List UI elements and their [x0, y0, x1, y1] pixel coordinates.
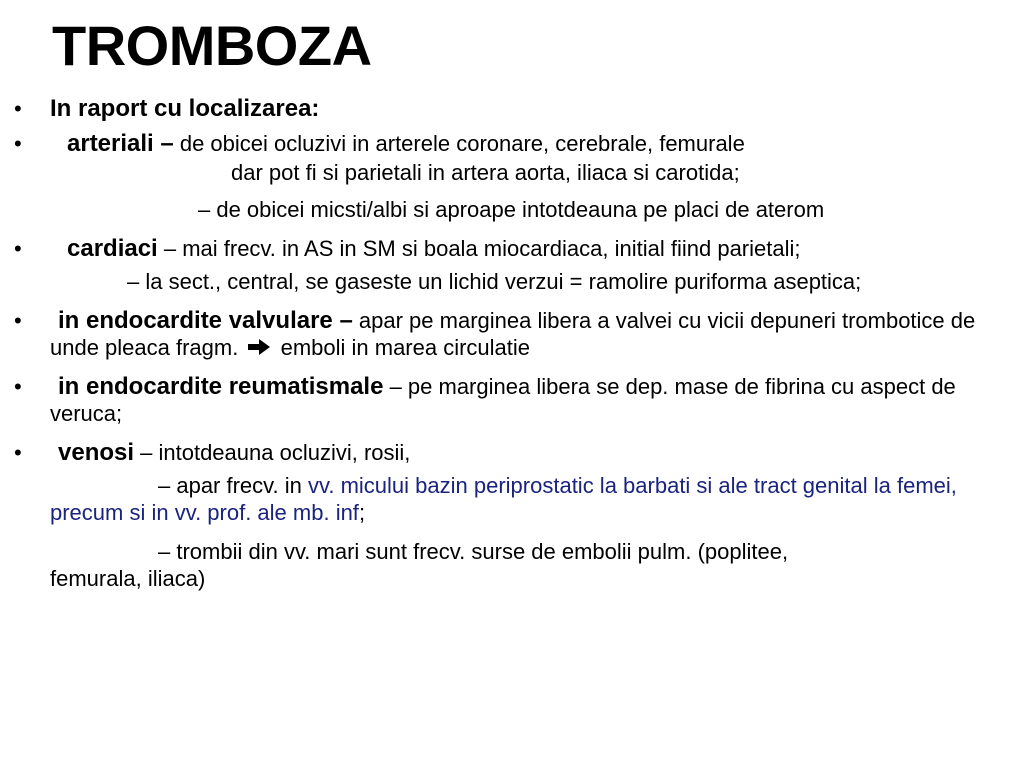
venosi-sub-1 [0, 472, 1024, 526]
slide-content [0, 95, 1024, 600]
bullet-dot: • [14, 440, 22, 466]
bullet-dot: • [14, 131, 22, 156]
bullet-heading: in endocardite valvulare – [58, 307, 353, 334]
bullet-endocardite-valvulare [0, 307, 1024, 361]
venosi-sub-1-highlight: vv. micului bazin periprostatic la barbati si ale tract genital la femei, precum si in vv. prof. ale mb. inf [50, 473, 957, 526]
bullet-dot: • [14, 236, 22, 261]
bullet-venosi [0, 439, 1024, 466]
bullet-text-2: emboli in marea circulatie [274, 335, 531, 360]
venosi-sub-1-text: – apar frecv. in [158, 473, 308, 499]
bullet-endocardite-reumatismale [0, 373, 1024, 427]
right-arrow-icon [246, 337, 272, 357]
bullet-text: – intotdeauna ocluzivi, rosii, [134, 440, 411, 466]
cardiaci-sub [0, 268, 1024, 295]
bullet-text: – mai frecv. in AS in SM si boala miocardiaca, initial fiind parietali; [157, 236, 801, 261]
bullet-cardiaci [0, 235, 1024, 262]
bullet-dot: • [14, 308, 22, 333]
arteriali-line-3: – de obicei micsti/albi si aproape intotdeauna pe placi de aterom [198, 197, 825, 222]
bullet-heading: arteriali – [67, 130, 174, 157]
bullet-text: – pe marginea libera se dep. mase de fibrina cu aspect de veruca; [50, 374, 956, 427]
bullet-heading: in endocardite reumatismale [58, 373, 384, 401]
venosi-sub-2-text: – trombii din vv. mari sunt frecv. surse de embolii pulm. (poplitee, femurala, iliaca) [50, 539, 789, 592]
cardiaci-sub-text: – la sect., central, se gaseste un lichid verzui = ramolire puriforma aseptica; [127, 269, 862, 294]
bullet-arteriali [0, 130, 1024, 157]
bullet-text: de obicei ocluzivi in arterele coronare, cerebrale, femurale [173, 131, 745, 156]
bullet-heading: venosi [58, 439, 135, 467]
venosi-sub-2 [0, 538, 1024, 592]
bullet-localizare [0, 95, 1024, 122]
bullet-heading: In raport cu localizarea: [50, 95, 320, 122]
slide-title: TROMBOZA [52, 14, 372, 77]
bullet-heading: cardiaci [67, 235, 158, 262]
venosi-sub-1-end: ; [358, 500, 366, 526]
bullet-dot: • [14, 374, 22, 400]
bullet-dot: • [14, 96, 22, 121]
arteriali-line-2: dar pot fi si parietali in artera aorta, iliaca si carotida; [231, 160, 740, 185]
bullet-text: apar pe marginea libera a valvei cu vicii depuneri trombotice de unde pleaca fragm. [50, 308, 976, 360]
